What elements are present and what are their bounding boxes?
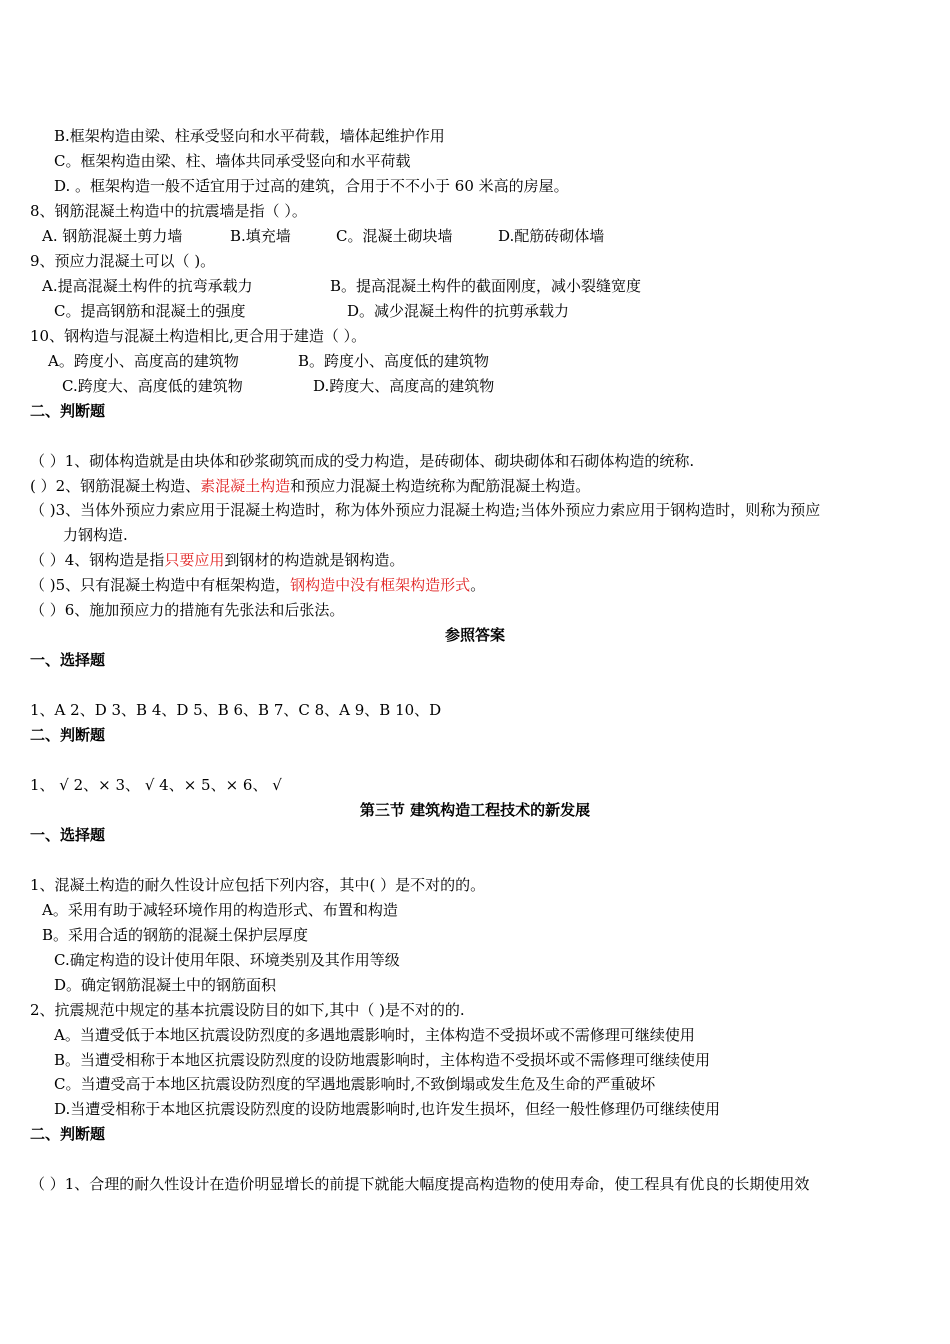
s3-q1-stem: 1、混凝土构造的耐久性设计应包括下列内容，其中( ）是不对的的。 <box>30 876 486 894</box>
answers-choice-line: 1、A 2、D 3、B 4、D 5、B 6、B 7、C 8、A 9、B 10、D <box>30 701 442 719</box>
judge-item-5-highlight: 钢构造中没有框架构造形式 <box>290 576 471 594</box>
answers-judge-line: 1、 √ 2、× 3、 √ 4、× 5、× 6、 √ <box>30 776 282 794</box>
q7-option-c: C。框架构造由梁、柱、墙体共同承受竖向和水平荷载 <box>54 152 411 170</box>
q8-option-c: C。混凝土砌块墙 <box>336 227 453 245</box>
q10-stem: 10、钢构造与混凝土构造相比,更合用于建造（ ）。 <box>30 327 367 345</box>
judge-item-4-highlight: 只要应用 <box>164 551 225 569</box>
s3-q2-stem: 2、抗震规范中规定的基本抗震设防目的如下,其中（ )是不对的的. <box>30 1001 465 1019</box>
q8-stem: 8、钢筋混凝土构造中的抗震墙是指（ ）。 <box>30 202 307 220</box>
q10-option-a: A。跨度小、高度高的建筑物 <box>48 352 239 370</box>
q9-option-c: C。提高钢筋和混凝土的强度 <box>54 302 246 320</box>
s3-q1-option-d: D。确定钢筋混凝土中的钢筋面积 <box>54 976 277 994</box>
section3-judge-title: 二、判断题 <box>30 1125 106 1143</box>
q7-option-b: B.框架构造由梁、柱承受竖向和水平荷载，墙体起维护作用 <box>54 127 445 145</box>
s3-q2-option-b: B。当遭受相称于本地区抗震设防烈度的设防地震影响时，主体构造不受损坏或不需修理可继续使用 <box>54 1051 711 1069</box>
q9-option-b: B。提高混凝土构件的截面刚度，减小裂缝宽度 <box>330 277 642 295</box>
s3-judge-item-1: （ ）1、合理的耐久性设计在造价明显增长的前提下就能大幅度提高构造物的使用寿命，使工程具有优良的长期使用效 <box>30 1175 810 1193</box>
judge-item-2-highlight: 素混凝土构造 <box>200 477 291 495</box>
judge-item-2-text-a: ( ）2、钢筋混凝土构造、 <box>30 477 201 495</box>
s3-q1-option-c: C.确定构造的设计使用年限、环境类别及其作用等级 <box>54 951 400 969</box>
judge-item-5 <box>30 575 485 595</box>
judge-item-6: （ ）6、施加预应力的措施有先张法和后张法。 <box>30 601 345 619</box>
judge-item-1: （ ）1、砌体构造就是由块体和砂浆砌筑而成的受力构造，是砖砌体、砌块砌体和石砌体构造的统称. <box>30 452 695 470</box>
s3-q1-option-b: B。采用合适的钢筋的混凝土保护层厚度 <box>42 926 309 944</box>
q8-option-b: B.填充墙 <box>230 227 291 245</box>
q10-option-c: C.跨度大、高度低的建筑物 <box>62 377 243 395</box>
q9-option-d: D。减少混凝土构件的抗剪承载力 <box>347 302 570 320</box>
section3-choice-title: 一、选择题 <box>30 826 106 844</box>
s3-q2-option-a: A。当遭受低于本地区抗震设防烈度的多遇地震影响时，主体构造不受损坏或不需修理可继续使用 <box>54 1026 695 1044</box>
judge-item-3-cont: 力钢构造. <box>63 526 128 544</box>
q9-option-a: A.提高混凝土构件的抗弯承载力 <box>42 277 253 295</box>
judge-item-5-text-b: 。 <box>470 576 486 594</box>
q9-stem: 9、预应力混凝土可以（ )。 <box>30 252 216 270</box>
judge-item-4-text-a: （ ）4、钢构造是指 <box>30 551 165 569</box>
q7-option-d: D. 。框架构造一般不适宜用于过高的建筑，合用于不不小于 60 米高的房屋。 <box>54 177 569 195</box>
q10-option-d: D.跨度大、高度高的建筑物 <box>313 377 495 395</box>
judge-section-title: 二、判断题 <box>30 402 106 420</box>
section3-title: 第三节 建筑构造工程技术的新发展 <box>359 801 591 819</box>
s3-q1-option-a: A。采用有助于减轻环境作用的构造形式、布置和构造 <box>42 901 398 919</box>
q8-option-d: D.配筋砖砌体墙 <box>498 227 605 245</box>
answers-choice-title: 一、选择题 <box>30 651 106 669</box>
q8-option-a: A. 钢筋混凝土剪力墙 <box>42 227 183 245</box>
answers-title: 参照答案 <box>444 626 505 644</box>
judge-item-3: （ )3、当体外预应力索应用于混凝土构造时，称为体外预应力混凝土构造;当体外预应力索应用于钢构造时，则称为预应 <box>30 501 821 519</box>
judge-item-2 <box>30 476 590 496</box>
answers-judge-title: 二、判断题 <box>30 726 106 744</box>
judge-item-4 <box>30 550 404 570</box>
s3-q2-option-c: C。当遭受高于本地区抗震设防烈度的罕遇地震影响时,不致倒塌或发生危及生命的严重破坏 <box>54 1075 656 1093</box>
judge-item-5-text-a: （ )5、只有混凝土构造中有框架构造， <box>30 576 291 594</box>
s3-q2-option-d: D.当遭受相称于本地区抗震设防烈度的设防地震影响时,也许发生损坏，但经一般性修理仍可继续使用 <box>54 1100 721 1118</box>
judge-item-2-text-b: 和预应力混凝土构造统称为配筋混凝土构造。 <box>290 477 591 495</box>
judge-item-4-text-b: 到钢材的构造就是钢构造。 <box>224 551 405 569</box>
q10-option-b: B。跨度小、高度低的建筑物 <box>298 352 490 370</box>
